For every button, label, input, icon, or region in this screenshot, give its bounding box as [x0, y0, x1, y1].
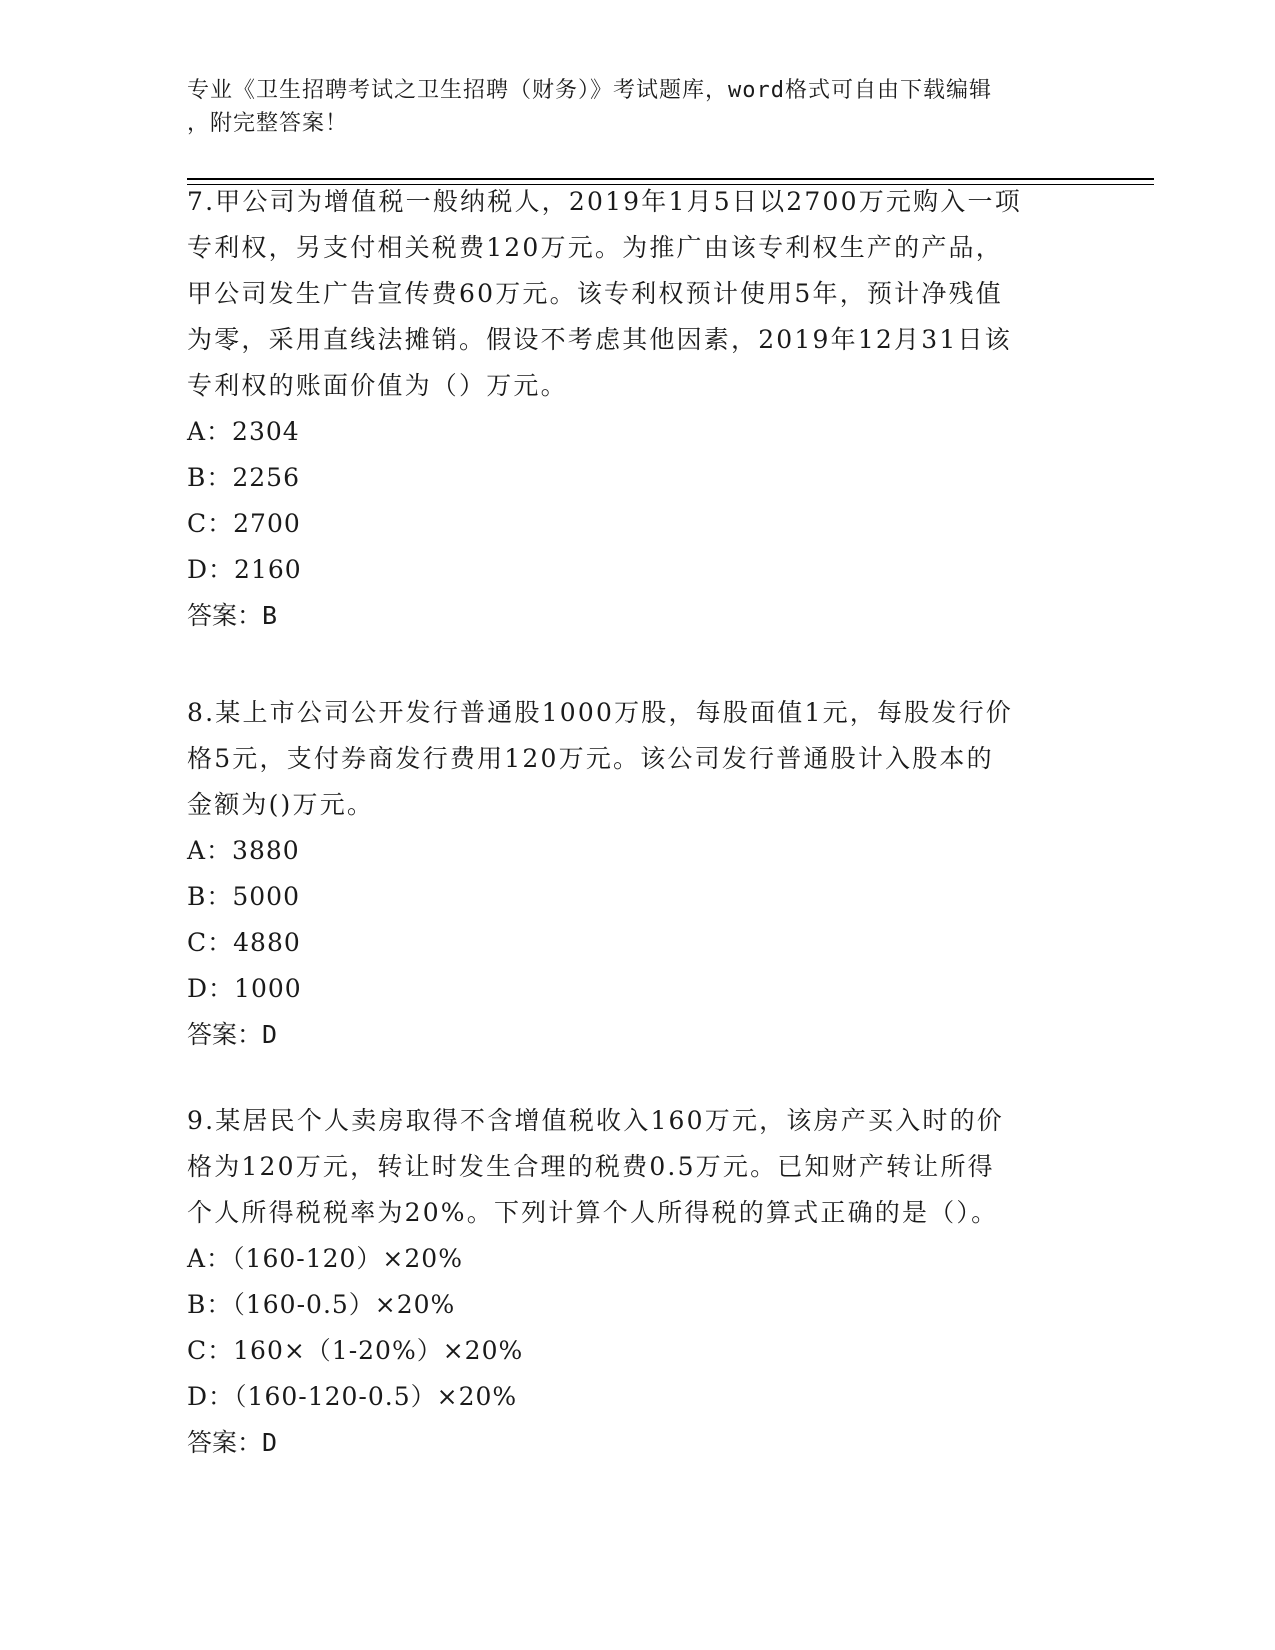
option-b: B：（160-0.5）×20%	[187, 1290, 456, 1319]
question-8	[187, 690, 1087, 1058]
question-text-line: 为零，采用直线法摊销。假设不考虑其他因素，2019年12月31日该	[187, 325, 1012, 354]
question-text-line: 7.甲公司为增值税一般纳税人，2019年1月5日以2700万元购入一项	[187, 187, 1022, 216]
option-d: D：（160-120-0.5）×20%	[187, 1382, 518, 1411]
question-text-line: 金额为()万元。	[187, 790, 375, 819]
question-text-line: 个人所得税税率为20%。下列计算个人所得税的算式正确的是（）。	[187, 1198, 999, 1227]
header-line-2: ，附完整答案！	[187, 111, 349, 136]
question-text-line: 专利权，另支付相关税费120万元。为推广由该专利权生产的产品，	[187, 233, 1003, 262]
option-d: D：1000	[187, 974, 302, 1003]
question-text-line: 8.某上市公司公开发行普通股1000万股，每股面值1元，每股发行价	[187, 698, 1013, 727]
option-c: C：4880	[187, 928, 301, 957]
question-7	[187, 179, 1087, 639]
question-text-line: 格5元，支付券商发行费用120万元。该公司发行普通股计入股本的	[187, 744, 994, 773]
answer-line: 答案：D	[187, 1428, 278, 1457]
option-b: B：5000	[187, 882, 300, 911]
question-9	[187, 1098, 1087, 1466]
option-a: A：3880	[187, 836, 300, 865]
question-text-line: 格为120万元，转让时发生合理的税费0.5万元。已知财产转让所得	[187, 1152, 995, 1181]
option-d: D：2160	[187, 555, 302, 584]
option-c: C：160×（1-20%）×20%	[187, 1336, 524, 1365]
question-text-line: 9.某居民个人卖房取得不含增值税收入160万元，该房产买入时的价	[187, 1106, 1004, 1135]
answer-line: 答案：B	[187, 601, 278, 630]
document-header	[187, 74, 1087, 140]
option-b: B：2256	[187, 463, 300, 492]
header-line-1: 专业《卫生招聘考试之卫生招聘（财务）》考试题库，word格式可自由下载编辑	[187, 78, 992, 103]
option-c: C：2700	[187, 509, 301, 538]
option-a: A：2304	[187, 417, 300, 446]
option-a: A：（160-120）×20%	[187, 1244, 463, 1273]
question-text-line: 甲公司发生广告宣传费60万元。该专利权预计使用5年，预计净残值	[187, 279, 1003, 308]
answer-line: 答案：D	[187, 1020, 278, 1049]
question-text-line: 专利权的账面价值为（）万元。	[187, 371, 568, 400]
